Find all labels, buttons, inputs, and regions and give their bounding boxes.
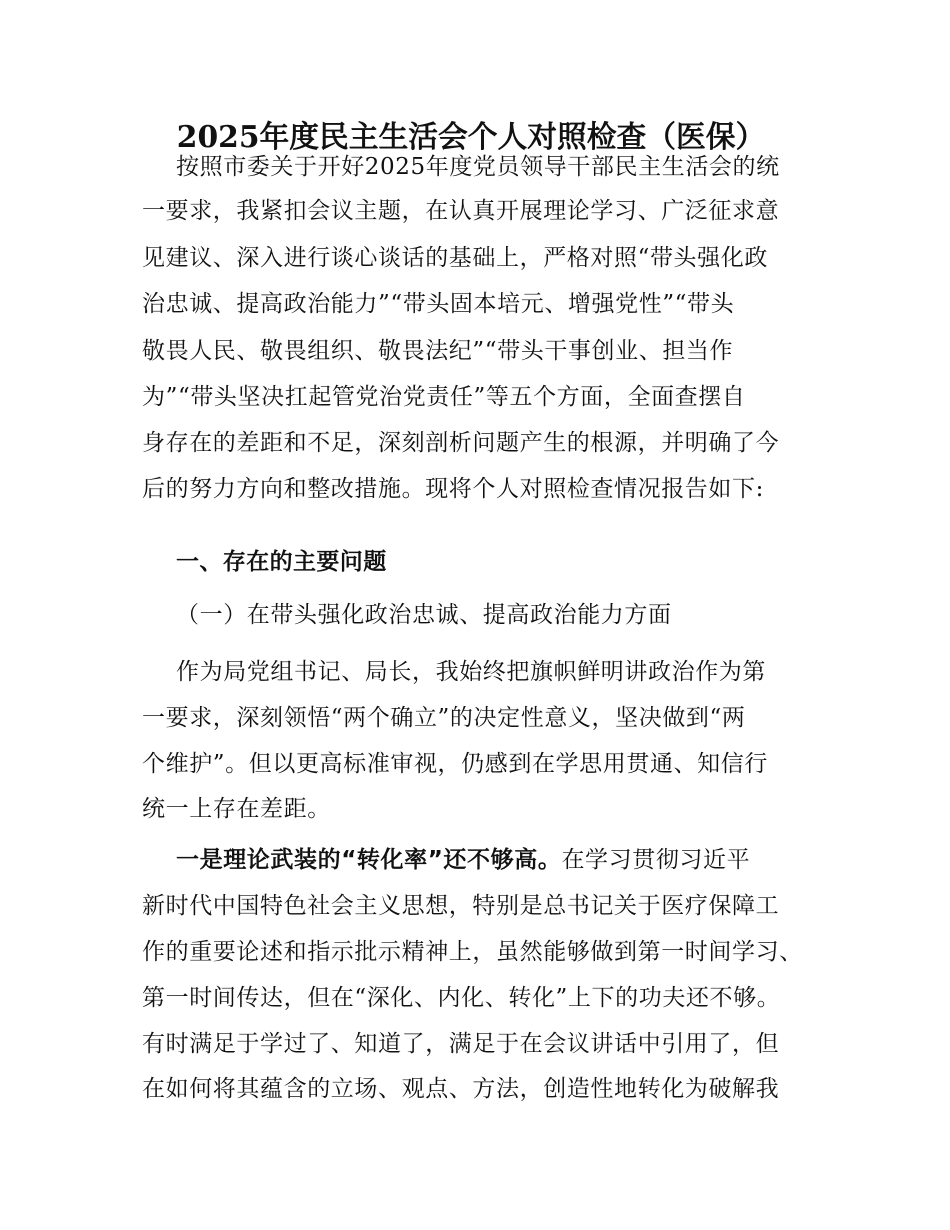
intro-line-1: 按照市委关于开好2025年度党员领导干部民主生活会的统 bbox=[176, 154, 780, 180]
para3-line-4: 第一时间传达，但在“深化、内化、转化”上下的功夫还不够。 bbox=[142, 985, 781, 1011]
para3-line-3: 作的重要论述和指示批示精神上，虽然能够做到第一时间学习、 bbox=[142, 939, 803, 965]
para3-first-rest: 在学习贯彻习近平 bbox=[561, 847, 751, 873]
subsection-heading: （一）在带头强化政治忠诚、提高政治能力方面 bbox=[176, 602, 672, 628]
para2-line-1: 作为局党组书记、局长，我始终把旗帜鲜明讲政治作为第 bbox=[176, 659, 766, 685]
intro-line-4: 治忠诚、提高政治能力”“带头固本培元、增强党性”“带头 bbox=[142, 291, 735, 317]
para2-line-4: 统一上存在差距。 bbox=[142, 796, 331, 822]
para3-line-6: 在如何将其蕴含的立场、观点、方法，创造性地转化为破解我 bbox=[142, 1076, 780, 1102]
para2-line-3: 个维护”。但以更高标准审视，仍感到在学思用贯通、知信行 bbox=[142, 751, 768, 777]
para2-line-2: 一要求，深刻领悟“两个确立”的决定性意义，坚决做到“两 bbox=[142, 705, 746, 731]
document-title: 2025年度民主生活会个人对照检查（医保） bbox=[176, 120, 766, 155]
para3-line-5: 有时满足于学过了、知道了，满足于在会议讲话中引用了，但 bbox=[142, 1031, 780, 1057]
intro-line-2: 一要求，我紧扣会议主题，在认真开展理论学习、广泛征求意 bbox=[142, 198, 780, 224]
intro-line-5: 敬畏人民、敬畏组织、敬畏法纪”“带头干事创业、担当作 bbox=[142, 338, 734, 364]
intro-line-8: 后的努力方向和整改措施。现将个人对照检查情况报告如下: bbox=[142, 476, 764, 502]
intro-line-3: 见建议、深入进行谈心谈话的基础上，严格对照“带头强化政 bbox=[142, 245, 768, 271]
intro-line-7: 身存在的差距和不足，深刻剖析问题产生的根源，并明确了今 bbox=[142, 430, 780, 456]
para3-line-2: 新时代中国特色社会主义思想，特别是总书记关于医疗保障工 bbox=[142, 893, 780, 919]
para3-lead: 一是理论武装的“转化率”还不够高。 bbox=[176, 847, 562, 873]
para3-line-1 bbox=[176, 838, 750, 882]
intro-line-6: 为”“带头坚决扛起管党治党责任”等五个方面，全面查摆自 bbox=[142, 384, 746, 410]
section-heading: 一、存在的主要问题 bbox=[176, 549, 387, 575]
